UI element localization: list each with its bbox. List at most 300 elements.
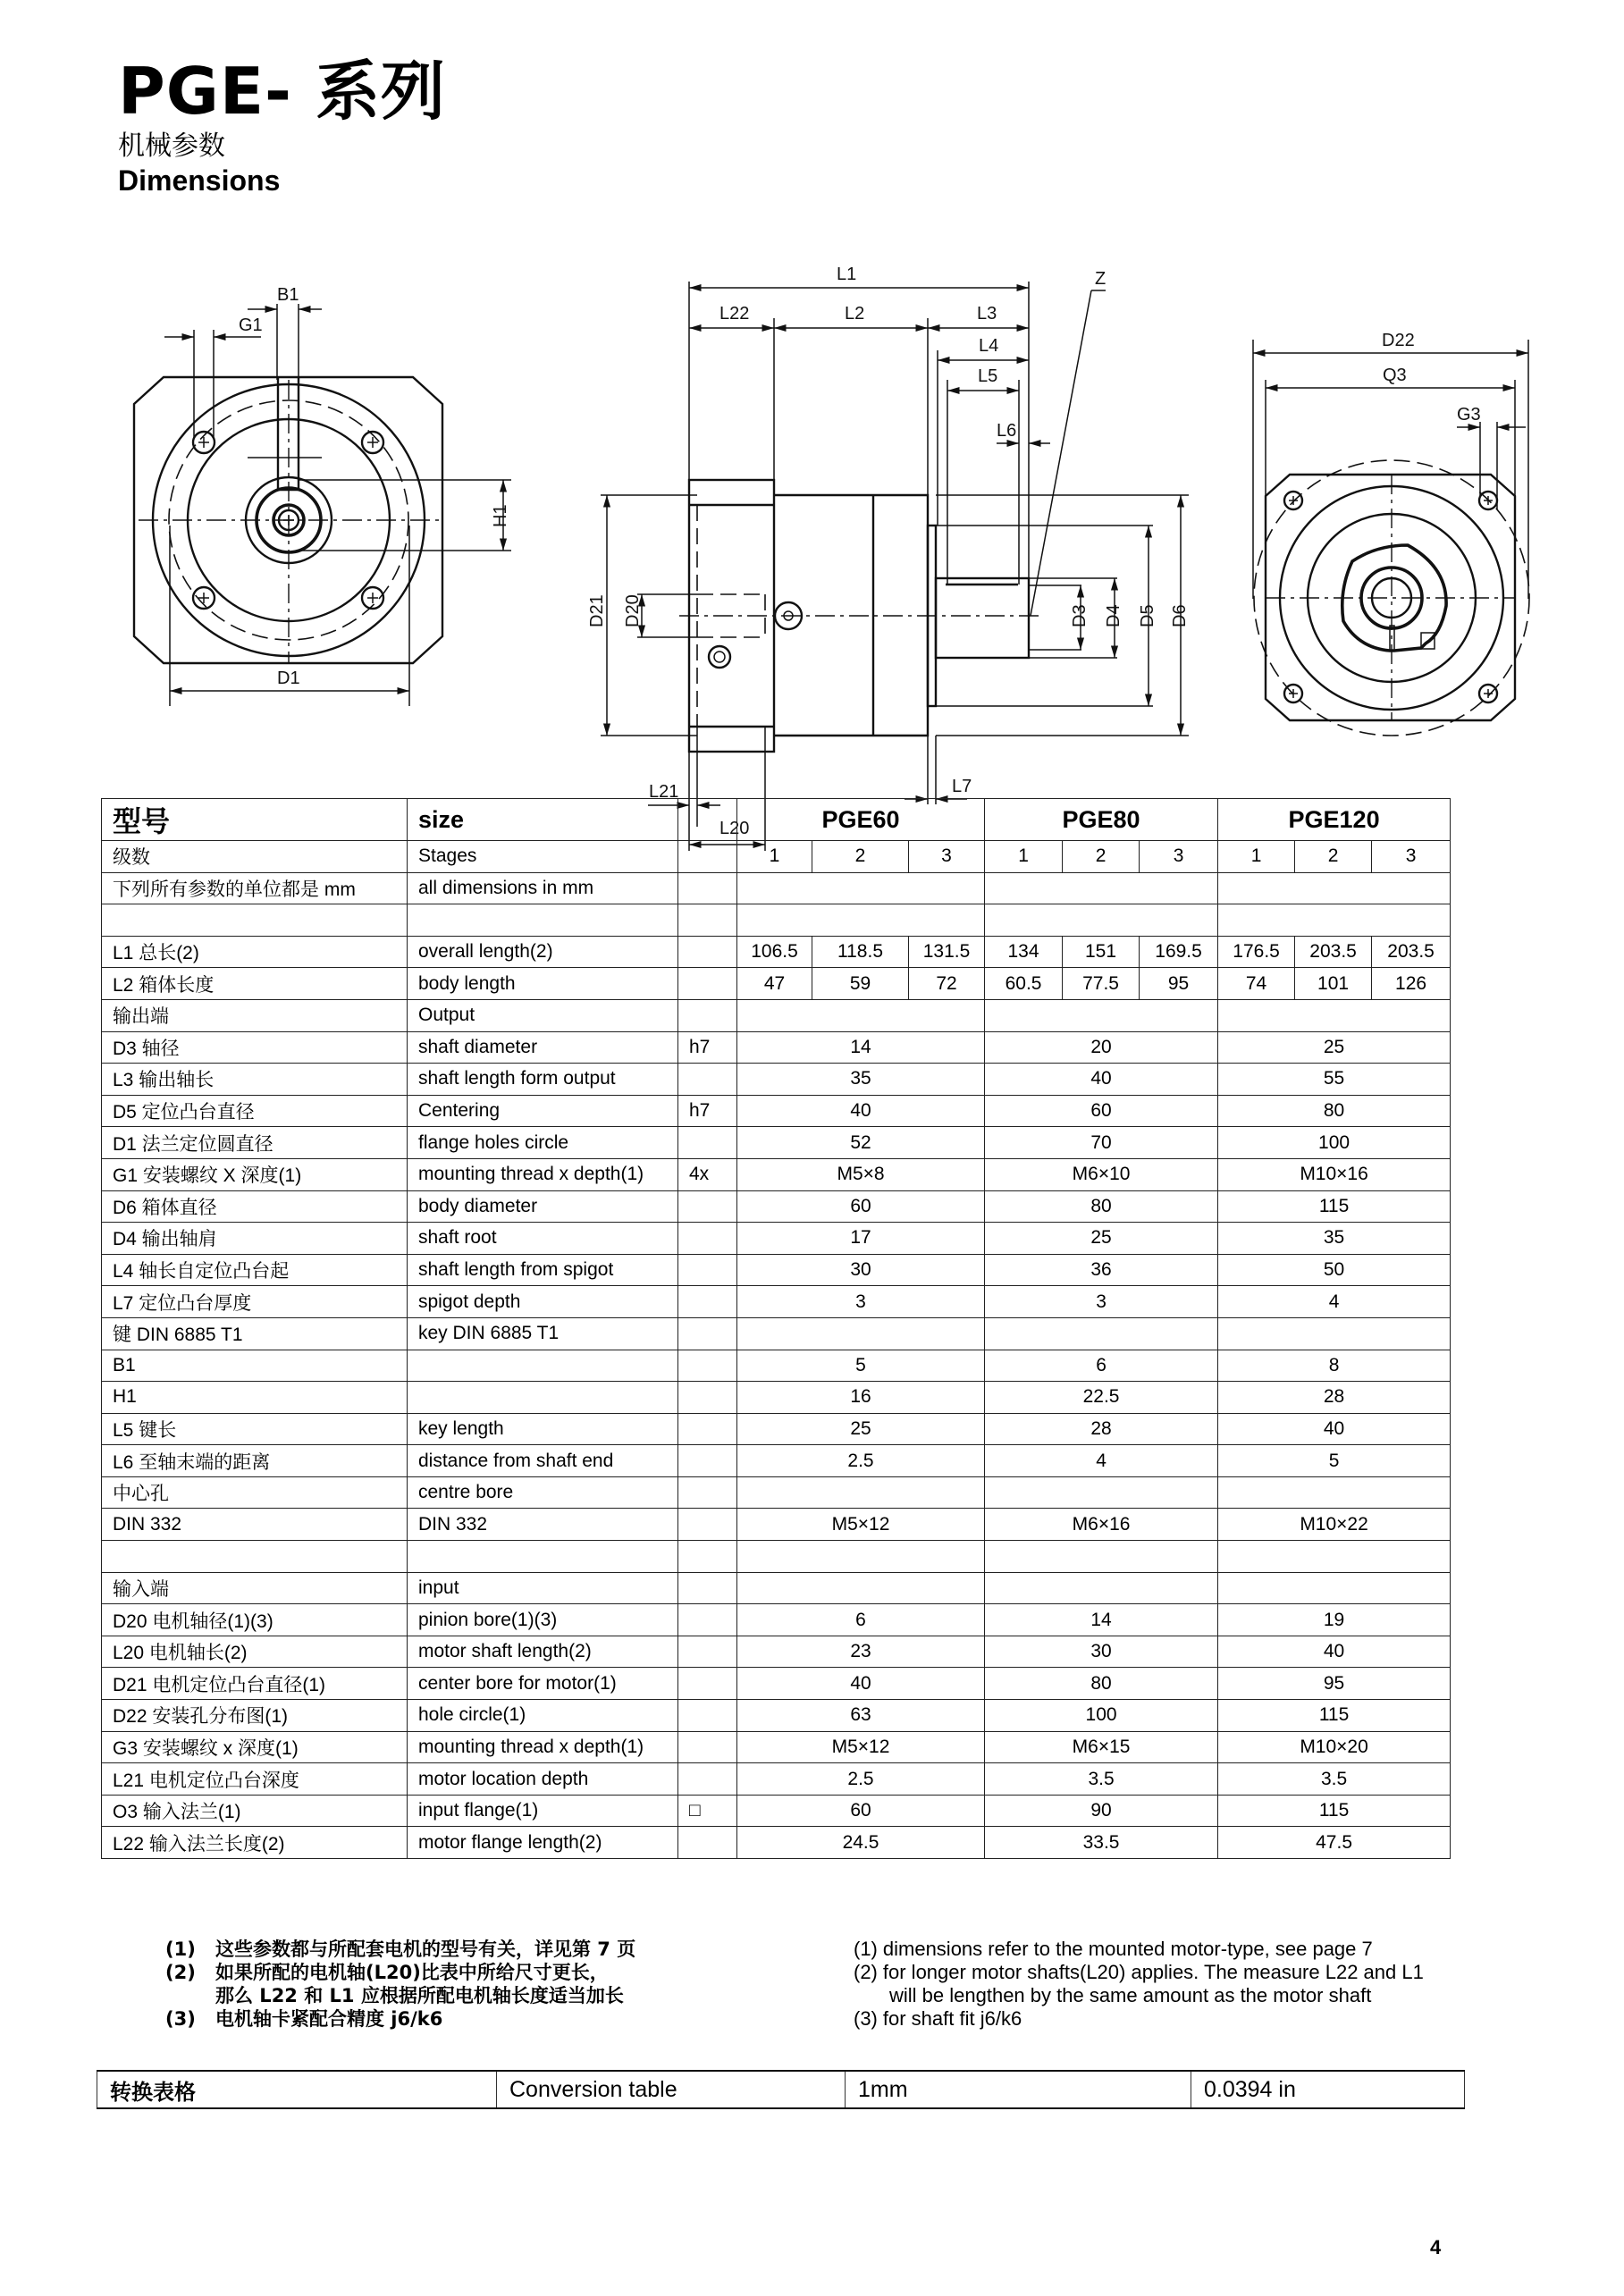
value-cell: 19: [1218, 1604, 1451, 1636]
footnote-number: (1): [165, 1939, 196, 1960]
row-tolerance: [678, 1636, 737, 1668]
value-cell: 126: [1372, 968, 1451, 1000]
row-tolerance: [678, 1476, 737, 1509]
row-label-en: motor shaft length(2): [408, 1636, 678, 1668]
value-cell: [985, 999, 1218, 1031]
footnote-number: (2): [854, 1961, 878, 1983]
row-label-en: center bore for motor(1): [408, 1668, 678, 1700]
value-cell: 40: [737, 1668, 985, 1700]
row-tolerance: [678, 1254, 737, 1286]
value-cell: 60: [737, 1795, 985, 1827]
table-row: [102, 1413, 1451, 1445]
value-cell: 55: [1218, 1064, 1451, 1096]
row-label-cn: DIN 332: [102, 1509, 408, 1541]
row-label-cn: 中心孔: [102, 1476, 408, 1509]
row-label-en: spigot depth: [408, 1286, 678, 1318]
row-label-cn: D4 输出轴肩: [102, 1223, 408, 1255]
value-cell: [1218, 1572, 1451, 1604]
value-cell: 17: [737, 1223, 985, 1255]
row-tolerance: [678, 1382, 737, 1414]
footnote-number: [854, 1984, 884, 2007]
stage-cell: 3: [1372, 841, 1451, 873]
value-cell: 169.5: [1140, 936, 1218, 968]
row-label-cn: D22 安装孔分布图(1): [102, 1700, 408, 1732]
row-label-cn: 下列所有参数的单位都是 mm: [102, 872, 408, 904]
value-cell: 16: [737, 1382, 985, 1414]
value-cell: 203.5: [1295, 936, 1372, 968]
row-label-en: key length: [408, 1413, 678, 1445]
value-cell: 6: [985, 1350, 1218, 1382]
value-cell: [737, 999, 985, 1031]
row-label-en: Stages: [408, 841, 678, 873]
value-cell: 30: [737, 1254, 985, 1286]
row-label-cn: L6 至轴末端的距离: [102, 1445, 408, 1477]
row-label-en: flange holes circle: [408, 1127, 678, 1159]
row-label-en: body diameter: [408, 1190, 678, 1223]
row-label-cn: [102, 904, 408, 937]
row-label-cn: [102, 1541, 408, 1573]
row-tolerance: [678, 936, 737, 968]
row-tolerance: h7: [678, 1031, 737, 1064]
row-tolerance: [678, 1286, 737, 1318]
d5-label: D5: [1138, 604, 1157, 627]
value-cell: 2.5: [737, 1445, 985, 1477]
row-label-cn: 键 DIN 6885 T1: [102, 1317, 408, 1350]
value-cell: [1218, 872, 1451, 904]
footnote-text: for longer motor shafts(L20) applies. The measure L22 and L1: [882, 1961, 1424, 1983]
row-label-en: [408, 1541, 678, 1573]
row-tolerance: [678, 1317, 737, 1350]
row-tolerance: [678, 1572, 737, 1604]
value-cell: 4: [1218, 1286, 1451, 1318]
value-cell: 95: [1218, 1668, 1451, 1700]
value-cell: 52: [737, 1127, 985, 1159]
value-cell: 14: [985, 1604, 1218, 1636]
table-row: [102, 1541, 1451, 1573]
value-cell: M6×16: [985, 1509, 1218, 1541]
row-label-en: mounting thread x depth(1): [408, 1731, 678, 1763]
row-label-en: overall length(2): [408, 936, 678, 968]
row-label-en: centre bore: [408, 1476, 678, 1509]
value-cell: 40: [1218, 1636, 1451, 1668]
row-label-en: motor location depth: [408, 1763, 678, 1796]
value-cell: 60: [985, 1095, 1218, 1127]
footnote-text: 如果所配的电机轴(L20)比表中所给尺寸更长，: [215, 1962, 609, 1983]
row-label-cn: L20 电机轴长(2): [102, 1636, 408, 1668]
value-cell: 3.5: [985, 1763, 1218, 1796]
table-row: [102, 1763, 1451, 1796]
table-row: [102, 1604, 1451, 1636]
value-cell: 100: [1218, 1127, 1451, 1159]
front-view-drawing: [134, 285, 511, 706]
value-cell: 14: [737, 1031, 985, 1064]
footnote-number: (2): [165, 1962, 196, 1983]
side-view-drawing: [587, 265, 1190, 851]
row-label-en: [408, 904, 678, 937]
row-tolerance: [678, 1509, 737, 1541]
value-cell: 22.5: [985, 1382, 1218, 1414]
value-cell: 115: [1218, 1795, 1451, 1827]
rear-bolt-holes: [1284, 492, 1497, 702]
conversion-table: [97, 2070, 1465, 2109]
value-cell: 95: [1140, 968, 1218, 1000]
value-cell: 59: [812, 968, 909, 1000]
row-tolerance: [678, 1541, 737, 1573]
footnotes-english: [854, 1938, 1424, 2031]
row-label-en: all dimensions in mm: [408, 872, 678, 904]
value-cell: M6×10: [985, 1158, 1218, 1190]
stage-cell: 2: [1295, 841, 1372, 873]
row-label-en: body length: [408, 968, 678, 1000]
footnote-text: for shaft fit j6/k6: [882, 2007, 1022, 2030]
table-row: [102, 1127, 1451, 1159]
footnote-line: [854, 1984, 1424, 2007]
row-tolerance: [678, 1064, 737, 1096]
output-shaft: [936, 578, 1029, 658]
table-row: [102, 999, 1451, 1031]
value-cell: [1218, 1476, 1451, 1509]
l1-label: L1: [837, 265, 857, 284]
footnote-text: will be lengthen by the same amount as the motor shaft: [889, 1984, 1372, 2006]
value-cell: 25: [985, 1223, 1218, 1255]
value-cell: 3: [737, 1286, 985, 1318]
row-tolerance: [678, 1350, 737, 1382]
footnote-text: 这些参数都与所配套电机的型号有关，详见第 7 页: [215, 1939, 636, 1960]
value-cell: 28: [1218, 1382, 1451, 1414]
value-cell: M5×8: [737, 1158, 985, 1190]
value-cell: 24.5: [737, 1827, 985, 1859]
row-tolerance: [678, 1413, 737, 1445]
d20-label: D20: [623, 594, 643, 627]
row-tolerance: [678, 872, 737, 904]
value-cell: 131.5: [909, 936, 985, 968]
value-cell: M5×12: [737, 1509, 985, 1541]
d3-label: D3: [1070, 604, 1090, 627]
table-row: [102, 1031, 1451, 1064]
value-cell: [737, 1541, 985, 1573]
row-tolerance: [678, 1731, 737, 1763]
row-tolerance: [678, 1127, 737, 1159]
footnote-line: [165, 1938, 635, 1961]
value-cell: [985, 1572, 1218, 1604]
row-label-cn: L1 总长(2): [102, 936, 408, 968]
table-row: [102, 1223, 1451, 1255]
row-tolerance: [678, 1604, 737, 1636]
value-cell: 40: [985, 1064, 1218, 1096]
row-tolerance: [678, 1223, 737, 1255]
row-label-cn: L2 箱体长度: [102, 968, 408, 1000]
row-label-cn: 输入端: [102, 1572, 408, 1604]
value-cell: 60: [737, 1190, 985, 1223]
row-tolerance: h7: [678, 1095, 737, 1127]
value-cell: 72: [909, 968, 985, 1000]
value-cell: [985, 1476, 1218, 1509]
value-cell: 40: [737, 1095, 985, 1127]
footnote-number: [165, 1984, 215, 2007]
table-row: [102, 1827, 1451, 1859]
l6-label: L6: [997, 421, 1017, 441]
row-label-en: hole circle(1): [408, 1700, 678, 1732]
table-row: [102, 1700, 1451, 1732]
h1-label: H1: [491, 504, 510, 527]
row-label-en: shaft diameter: [408, 1031, 678, 1064]
value-cell: M10×20: [1218, 1731, 1451, 1763]
value-cell: [1218, 999, 1451, 1031]
value-cell: 203.5: [1372, 936, 1451, 968]
page-number: 4: [1430, 2236, 1442, 2258]
table-row: [102, 1317, 1451, 1350]
table-row: [102, 1445, 1451, 1477]
l21-label: L21: [649, 782, 679, 802]
value-cell: [985, 872, 1218, 904]
row-label-en: motor flange length(2): [408, 1827, 678, 1859]
stage-cell: 2: [812, 841, 909, 873]
row-label-cn: D5 定位凸台直径: [102, 1095, 408, 1127]
value-cell: [737, 872, 985, 904]
row-tolerance: [678, 1763, 737, 1796]
conversion-label-en: Conversion table: [497, 2071, 846, 2108]
footnote-line: [165, 1984, 635, 2007]
value-cell: 35: [737, 1064, 985, 1096]
value-cell: 77.5: [1063, 968, 1140, 1000]
value-cell: [737, 1476, 985, 1509]
table-row: [102, 1190, 1451, 1223]
q3-label: Q3: [1383, 366, 1407, 385]
d6-label: D6: [1170, 604, 1190, 627]
header-size-cn: 型号: [102, 799, 408, 841]
conversion-from: 1mm: [846, 2071, 1191, 2108]
footnote-line: [165, 2007, 635, 2031]
row-label-cn: D1 法兰定位圆直径: [102, 1127, 408, 1159]
row-tolerance: [678, 968, 737, 1000]
z-leader-line: [1031, 290, 1091, 616]
value-cell: 36: [985, 1254, 1218, 1286]
footnote-number: (1): [854, 1938, 878, 1960]
footnote-number: (3): [165, 2008, 196, 2030]
footnote-line: [854, 1938, 1424, 1961]
value-cell: [737, 1572, 985, 1604]
l20-label: L20: [719, 819, 750, 838]
table-row: [102, 1095, 1451, 1127]
value-cell: M10×16: [1218, 1158, 1451, 1190]
value-cell: [737, 904, 985, 937]
stage-cell: 1: [985, 841, 1063, 873]
value-cell: 35: [1218, 1223, 1451, 1255]
l3-label: L3: [977, 304, 997, 324]
value-cell: 118.5: [812, 936, 909, 968]
row-label-cn: B1: [102, 1350, 408, 1382]
footnote-line: [854, 2007, 1424, 2031]
footnotes-chinese: [165, 1938, 635, 2031]
row-label-en: Output: [408, 999, 678, 1031]
table-row: [102, 936, 1451, 968]
value-cell: 23: [737, 1636, 985, 1668]
row-label-en: input: [408, 1572, 678, 1604]
d4-label: D4: [1104, 604, 1123, 627]
row-label-en: Centering: [408, 1095, 678, 1127]
row-tolerance: [678, 841, 737, 873]
table-row: [102, 1254, 1451, 1286]
table-row: [102, 1286, 1451, 1318]
footnote-text: dimensions refer to the mounted motor-type, see page 7: [882, 1938, 1373, 1960]
row-label-cn: O3 输入法兰(1): [102, 1795, 408, 1827]
value-cell: 8: [1218, 1350, 1451, 1382]
value-cell: [1218, 904, 1451, 937]
stage-cell: 1: [1218, 841, 1295, 873]
row-tolerance: [678, 904, 737, 937]
value-cell: 74: [1218, 968, 1295, 1000]
value-cell: M5×12: [737, 1731, 985, 1763]
table-row: [102, 1476, 1451, 1509]
row-tolerance: [678, 1190, 737, 1223]
value-cell: 90: [985, 1795, 1218, 1827]
footnote-text: 那么 L22 和 L1 应根据所配电机轴长度适当加长: [215, 1985, 624, 2006]
value-cell: M6×15: [985, 1731, 1218, 1763]
d22-label: D22: [1382, 331, 1415, 350]
row-tolerance: [678, 1700, 737, 1732]
value-cell: 2.5: [737, 1763, 985, 1796]
row-tolerance: [678, 1827, 737, 1859]
row-label-cn: G1 安装螺纹 X 深度(1): [102, 1158, 408, 1190]
value-cell: 151: [1063, 936, 1140, 968]
stage-cell: 3: [909, 841, 985, 873]
row-label-cn: D6 箱体直径: [102, 1190, 408, 1223]
row-label-en: shaft root: [408, 1223, 678, 1255]
row-label-cn: L21 电机定位凸台深度: [102, 1763, 408, 1796]
table-row: [102, 1509, 1451, 1541]
table-row: [102, 1795, 1451, 1827]
row-label-cn: 级数: [102, 841, 408, 873]
table-row: [102, 1636, 1451, 1668]
table-row: [102, 1668, 1451, 1700]
z-label: Z: [1095, 269, 1107, 289]
row-label-en: [408, 1382, 678, 1414]
value-cell: 5: [1218, 1445, 1451, 1477]
table-row: [102, 1382, 1451, 1414]
value-cell: 80: [1218, 1095, 1451, 1127]
value-cell: 80: [985, 1668, 1218, 1700]
value-cell: 33.5: [985, 1827, 1218, 1859]
header-model-pge120: PGE120: [1218, 799, 1451, 841]
l5-label: L5: [978, 366, 998, 386]
side-screw-lower: [709, 646, 730, 668]
table-row: [102, 968, 1451, 1000]
row-label-cn: L4 轴长自定位凸台起: [102, 1254, 408, 1286]
row-label-cn: D3 轴径: [102, 1031, 408, 1064]
header-size-en: size: [408, 799, 678, 841]
row-tolerance: [678, 1668, 737, 1700]
value-cell: 101: [1295, 968, 1372, 1000]
value-cell: [737, 1317, 985, 1350]
value-cell: 80: [985, 1190, 1218, 1223]
value-cell: [985, 904, 1218, 937]
value-cell: [985, 1541, 1218, 1573]
table-header-row: [102, 799, 1451, 841]
value-cell: 28: [985, 1413, 1218, 1445]
subtitle-chinese: 机械参数: [118, 130, 225, 162]
value-cell: 20: [985, 1031, 1218, 1064]
stage-cell: 3: [1140, 841, 1218, 873]
row-label-en: mounting thread x depth(1): [408, 1158, 678, 1190]
row-label-en: DIN 332: [408, 1509, 678, 1541]
row-tolerance: □: [678, 1795, 737, 1827]
row-label-en: distance from shaft end: [408, 1445, 678, 1477]
table-row: [102, 1572, 1451, 1604]
value-cell: 3.5: [1218, 1763, 1451, 1796]
value-cell: 40: [1218, 1413, 1451, 1445]
value-cell: 134: [985, 936, 1063, 968]
d21-label: D21: [587, 594, 607, 627]
value-cell: 3: [985, 1286, 1218, 1318]
value-cell: 115: [1218, 1190, 1451, 1223]
value-cell: 70: [985, 1127, 1218, 1159]
header-model-pge80: PGE80: [985, 799, 1218, 841]
value-cell: [1218, 1541, 1451, 1573]
value-cell: 47.5: [1218, 1827, 1451, 1859]
l4-label: L4: [979, 336, 999, 356]
row-label-cn: H1: [102, 1382, 408, 1414]
table-row-blank: [102, 904, 1451, 937]
l22-label: L22: [719, 304, 750, 324]
row-tolerance: [678, 1445, 737, 1477]
row-label-cn: G3 安装螺纹 x 深度(1): [102, 1731, 408, 1763]
table-row: [102, 1731, 1451, 1763]
l7-label: L7: [952, 777, 972, 796]
row-label-en: [408, 1350, 678, 1382]
header-model-pge60: PGE60: [737, 799, 985, 841]
value-cell: 100: [985, 1700, 1218, 1732]
row-label-cn: D20 电机轴径(1)(3): [102, 1604, 408, 1636]
row-label-cn: 输出端: [102, 999, 408, 1031]
value-cell: 63: [737, 1700, 985, 1732]
row-label-cn: D21 电机定位凸台直径(1): [102, 1668, 408, 1700]
footnote-line: [165, 1961, 635, 1984]
value-cell: 50: [1218, 1254, 1451, 1286]
footnote-number: (3): [854, 2007, 878, 2030]
value-cell: 176.5: [1218, 936, 1295, 968]
conversion-to: 0.0394 in: [1191, 2071, 1465, 2108]
l2-label: L2: [845, 304, 865, 324]
stage-cell: 1: [737, 841, 812, 873]
value-cell: 60.5: [985, 968, 1063, 1000]
g3-label: G3: [1457, 405, 1481, 425]
g1-label: G1: [239, 315, 263, 335]
value-cell: M10×22: [1218, 1509, 1451, 1541]
row-label-en: shaft length form output: [408, 1064, 678, 1096]
value-cell: 115: [1218, 1700, 1451, 1732]
b1-label: B1: [277, 285, 299, 305]
footnote-text: 电机轴卡紧配合精度 j6/k6: [215, 2008, 443, 2030]
conversion-row: [97, 2071, 1465, 2108]
value-cell: 4: [985, 1445, 1218, 1477]
value-cell: [985, 1317, 1218, 1350]
d1-label: D1: [277, 669, 300, 688]
table-row: [102, 1064, 1451, 1096]
value-cell: 25: [1218, 1031, 1451, 1064]
footnote-line: [854, 1961, 1424, 1984]
value-cell: [1218, 1317, 1451, 1350]
row-label-en: shaft length from spigot: [408, 1254, 678, 1286]
stage-cell: 2: [1063, 841, 1140, 873]
row-label-cn: L7 定位凸台厚度: [102, 1286, 408, 1318]
row-label-cn: L5 键长: [102, 1413, 408, 1445]
table-row: [102, 1350, 1451, 1382]
table-row-stages: [102, 841, 1451, 873]
row-label-cn: L22 输入法兰长度(2): [102, 1827, 408, 1859]
side-screw-lower-center: [714, 652, 725, 662]
table-row: [102, 1158, 1451, 1190]
row-tolerance: [678, 999, 737, 1031]
